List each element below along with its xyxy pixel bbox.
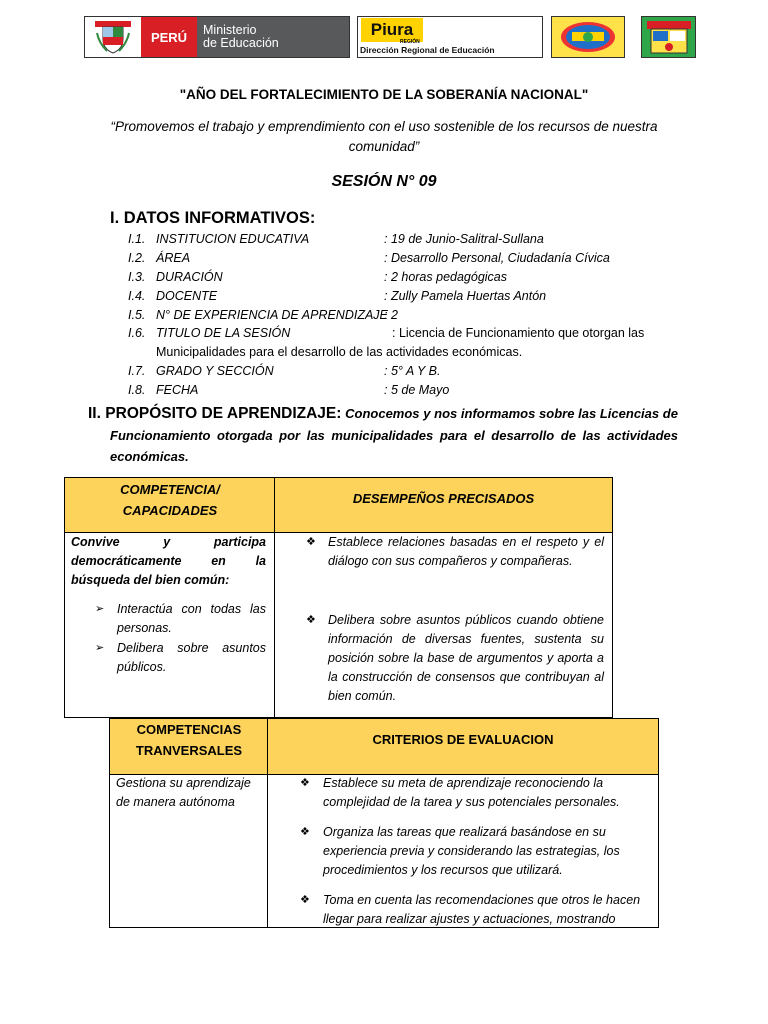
info-num: I.6.: [128, 326, 146, 340]
performance-text: Establece relaciones basadas en el respeto y el diálogo con sus compañeros y compañeras.: [328, 535, 604, 568]
criterion-text: Establece su meta de aprendizaje reconociendo la complejidad de la tarea y sus potenciales personales.: [323, 776, 620, 809]
piura-region: REGIÓN: [400, 39, 420, 45]
list-item: [300, 891, 650, 927]
performance-text: Delibera sobre asuntos públicos cuando obtiene información de diversas fuentes, sustenta su posición sobre la base de argumentos y aporta a la construcción de consensos que contribuyan al bien común.: [328, 613, 604, 703]
info-num: I.1.: [128, 232, 146, 246]
header-performances: DESEMPEÑOS PRECISADOS: [352, 491, 535, 506]
diamond-bullet-icon: ❖: [300, 826, 310, 838]
piura-logo: [357, 16, 543, 58]
column-divider: [267, 719, 268, 927]
list-item: [306, 533, 604, 571]
transversal-competence-text: Gestiona su aprendizaje de manera autónoma: [116, 776, 251, 809]
info-value: : 2 horas pedagógicas: [384, 270, 508, 284]
info-value: : 5 de Mayo: [384, 383, 450, 397]
info-value: : Desarrollo Personal, Ciudadanía Cívica: [384, 251, 610, 265]
info-label: TITULO DE LA SESIÓN: [156, 326, 291, 340]
header-criteria: CRITERIOS DE EVALUACION: [372, 732, 554, 747]
peru-label: PERÚ: [141, 17, 197, 57]
info-label: ÁREA: [156, 251, 191, 265]
session-title: SESIÓN N° 09: [331, 173, 437, 190]
section-2: [88, 403, 678, 468]
info-num: I.5.: [128, 308, 146, 322]
ministry-label: [197, 17, 349, 57]
capacity-text: Interactúa con todas las personas.: [117, 602, 266, 635]
piura-name: Piura: [361, 18, 423, 42]
ugel-emblem-icon: [551, 16, 625, 58]
section-1-heading: I. DATOS INFORMATIVOS:: [110, 209, 316, 227]
info-label: FECHA: [156, 383, 199, 397]
info-num: I.7.: [128, 364, 146, 378]
info-value: : 5° A Y B.: [384, 364, 441, 378]
year-title: "AÑO DEL FORTALECIMIENTO DE LA SOBERANÍA NACIONAL": [179, 87, 589, 102]
diamond-bullet-icon: ❖: [306, 536, 316, 548]
info-num: I.3.: [128, 270, 146, 284]
info-value: : 19 de Junio-Salitral-Sullana: [384, 232, 544, 246]
list-item: [95, 639, 266, 677]
diamond-bullet-icon: ❖: [306, 614, 316, 626]
transversal-table: [109, 718, 659, 928]
ministry-line-1: Ministerio: [203, 23, 257, 37]
info-num: I.2.: [128, 251, 146, 265]
peru-shield-icon: [85, 17, 141, 57]
ministry-line-2: de Educación: [203, 36, 279, 50]
header-competence: COMPETENCIA/ CAPACIDADES: [120, 482, 220, 518]
arrow-bullet-icon: ➢: [95, 603, 105, 615]
info-value: : 2: [384, 308, 398, 322]
column-divider: [274, 478, 275, 717]
criterion-text: Organiza las tareas que realizará basándose en su experiencia previa y considerando las estrategias, los procedimientos y los recursos que utilizará.: [323, 825, 620, 877]
minedu-logo: [84, 16, 350, 58]
info-num: I.8.: [128, 383, 146, 397]
info-num: I.4.: [128, 289, 146, 303]
info-value: : Licencia de Funcionamiento que otorgan las: [392, 326, 645, 340]
competence-table: [64, 477, 613, 718]
list-item: [300, 774, 650, 812]
list-item: [306, 611, 604, 706]
arrow-bullet-icon: ➢: [95, 642, 105, 654]
list-item: [300, 823, 650, 880]
capacity-text: Delibera sobre asuntos públicos.: [117, 641, 266, 674]
competence-text: Convive y participa democráticamente en la búsqueda del bien común:: [71, 535, 266, 587]
criterion-text: Toma en cuenta las recomendaciones que otros le hacen llegar para realizar ajustes y actuaciones, mostrando: [323, 893, 641, 926]
info-value: : Zully Pamela Huertas Antón: [384, 289, 547, 303]
diamond-bullet-icon: ❖: [300, 894, 310, 906]
info-label: INSTITUCION EDUCATIVA: [156, 232, 310, 246]
info-label: DURACIÓN: [156, 270, 223, 284]
header-transversal: COMPETENCIAS TRANVERSALES: [135, 722, 243, 758]
school-emblem-icon: [641, 16, 696, 58]
piura-direction: Dirección Regional de Educación: [360, 45, 495, 55]
section-2-heading: II. PROPÓSITO DE APRENDIZAJE:: [88, 405, 342, 422]
info-label: DOCENTE: [156, 289, 218, 303]
learning-purpose: Conocemos y nos informamos sobre las Licencias de Funcionamiento otorgada por las municipalidades para el desarrollo de las actividades económicas.: [110, 406, 678, 464]
info-label: N° DE EXPERIENCIA DE APRENDIZAJE: [156, 308, 388, 322]
motto: “Promovemos el trabajo y emprendimiento con el uso sostenible de los recursos de nuestra comunidad”: [110, 119, 658, 154]
diamond-bullet-icon: ❖: [300, 777, 310, 789]
list-item: [95, 600, 266, 638]
info-label: GRADO Y SECCIÓN: [156, 364, 274, 378]
title-continuation: Municipalidades para el desarrollo de las actividades económicas.: [156, 345, 523, 359]
